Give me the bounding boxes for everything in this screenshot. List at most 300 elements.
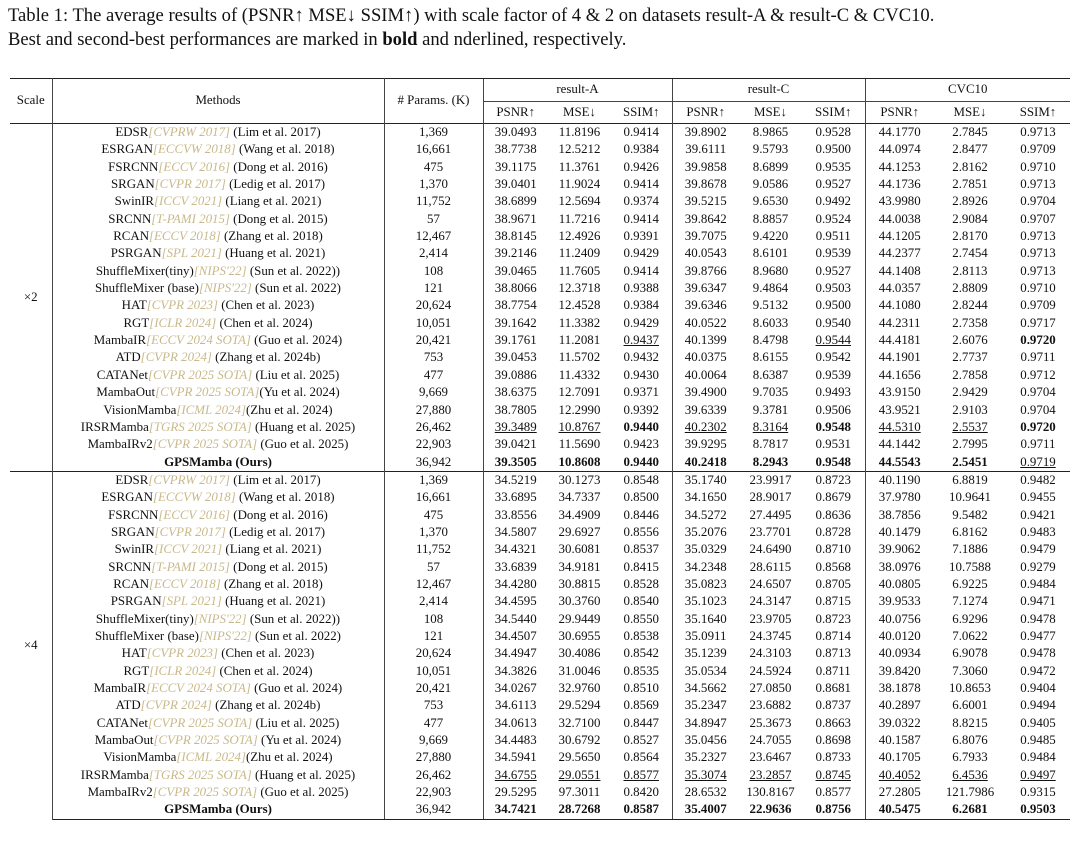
metric-value: 0.9315 [1020,785,1056,800]
params-cell: 753 [423,350,444,365]
table-row [10,593,1070,610]
metric-value: 30.6081 [558,542,601,557]
method-name: FSRCNN [108,507,159,522]
method-name: SwinIR [114,194,155,209]
metric-value: 39.9533 [878,594,921,609]
metric-cell [483,141,548,158]
method-cell [52,193,384,210]
method-venue: [CVPR 2024] [140,698,212,713]
metric-value: 2.7845 [952,125,988,139]
method-venue: [NIPS'22] [198,628,252,643]
params-cell: 9,669 [418,733,448,748]
metric-value: 39.0453 [494,350,537,365]
table-row [10,732,1070,749]
metric-value: 0.9528 [815,125,851,139]
metric-cell [865,402,934,419]
metric-value: 39.3489 [494,419,537,434]
metric-cell [548,349,611,366]
metric-value: 35.0329 [684,542,727,557]
params-cell: 12,467 [415,229,452,244]
metric-cell [802,732,865,749]
table-row [10,784,1070,801]
metric-value: 44.1901 [878,350,921,365]
metric-value: 0.9494 [1020,698,1056,713]
metric-value: 0.9709 [1020,298,1056,313]
metric-value: 12.5212 [558,142,601,157]
metric-cell [1006,593,1070,610]
metric-cell [802,454,865,472]
metric-cell [739,680,802,697]
metric-value: 7.1274 [952,594,988,609]
method-citation: (Yu et al. 2024) [257,733,342,748]
metric-cell [802,541,865,558]
metric-cell [739,489,802,506]
metric-value: 34.4280 [494,576,537,591]
table-row [10,297,1070,314]
metric-value: 0.8663 [815,715,851,730]
metric-cell [1006,611,1070,628]
metric-cell [739,471,802,489]
method-venue: [ECCV 2018] [149,576,221,591]
metric-value: 0.8540 [623,594,659,609]
metric-value: 0.8447 [623,715,659,730]
method-citation: (Huang et al. 2021) [221,594,326,609]
metric-value: 0.8737 [815,698,851,713]
metric-value: 40.1399 [684,333,727,348]
metric-value: 8.2943 [752,454,789,469]
metric-value: 10.8767 [558,419,601,434]
table-caption [8,4,1074,52]
params-cell: 121 [423,281,444,296]
metric-cell [483,732,548,749]
metric-value: 0.9384 [623,142,659,157]
metric-value: 2.9429 [952,385,988,400]
method-venue: [NIPS'22] [198,281,252,296]
params-cell: 475 [423,159,444,174]
method-citation: (Zhang et al. 2018) [220,229,323,244]
metric-cell [483,159,548,176]
metric-value: 0.9483 [1020,524,1056,539]
metric-value: 0.9500 [815,142,851,157]
metric-value: 0.9414 [623,125,659,139]
method-citation: (Huang et al. 2021) [221,246,326,261]
metric-value: 0.8698 [815,733,851,748]
metric-value: 12.7091 [558,385,601,400]
metric-value: 6.9078 [952,646,988,661]
metric-cell [1006,715,1070,732]
metric-cell [1006,402,1070,419]
metric-cell [548,228,611,245]
metric-cell [483,715,548,732]
metric-value: 33.6895 [494,490,537,505]
metric-cell [1006,732,1070,749]
method-cell [52,471,384,489]
metric-cell [865,715,934,732]
metric-value: 0.8537 [623,542,659,557]
metric-cell [548,280,611,297]
method-venue: [NIPS'22] [193,611,247,626]
method-name: GPSMamba (Ours) [164,802,272,817]
metric-cell [802,593,865,610]
method-name: PSRGAN [110,594,162,609]
metric-cell [739,280,802,297]
metric-cell [934,524,1006,541]
metric-value: 35.0911 [685,628,727,643]
metric-cell [739,645,802,662]
method-name: CATANet [96,715,148,730]
metric-cell [483,507,548,524]
metric-cell [739,628,802,645]
metric-value: 32.9760 [558,681,601,695]
metric-cell [934,245,1006,262]
metric-value: 0.8577 [623,767,659,782]
metric-cell [672,645,739,662]
metric-value: 2.5537 [952,419,988,434]
metric-value: 34.5219 [494,472,537,487]
metric-value: 39.8642 [684,211,727,226]
metric-cell [672,245,739,262]
metric-cell [483,471,548,489]
metric-cell [1006,228,1070,245]
metric-cell [672,801,739,819]
metric-cell [548,367,611,384]
metric-value: 39.0322 [878,715,921,730]
params-cell: 26,462 [415,767,452,782]
metric-value: 40.2897 [878,698,921,713]
metric-value: 39.8420 [878,663,921,678]
metric-cell [483,228,548,245]
metric-cell [1006,645,1070,662]
metric-value: 0.8556 [623,524,659,539]
method-venue: [ICLR 2024] [149,315,217,330]
metric-cell [934,801,1006,819]
metric-value: 11.9024 [558,177,601,192]
metric-cell [802,611,865,628]
metric-value: 8.6899 [752,159,789,174]
method-cell [52,297,384,314]
metric-value: 0.9414 [623,177,659,192]
metric-value: 39.0493 [494,125,537,139]
metric-value: 0.8415 [623,559,659,574]
metric-cell [611,663,672,680]
metric-cell [865,211,934,228]
method-venue: [ECCV 2018] [149,229,221,244]
metric-cell [1006,524,1070,541]
method-citation: (Sun et al. 2022) [251,628,341,643]
method-name: CATANet [96,367,148,382]
metric-value: 0.9423 [623,437,659,452]
metric-cell [483,332,548,349]
metric-value: 38.0976 [878,559,921,574]
metric-cell [548,507,611,524]
method-cell [52,784,384,801]
metric-value: 0.9414 [623,263,659,278]
method-venue: [ECCV 2024 SOTA] [146,681,251,695]
metric-cell [865,349,934,366]
metric-cell [611,332,672,349]
metric-cell [611,315,672,332]
metric-cell [483,611,548,628]
metric-value: 8.4798 [752,333,789,348]
metric-value: 11.3761 [558,159,601,174]
metric-cell [483,280,548,297]
params-cell: 2,414 [418,594,448,609]
metric-value: 10.8608 [558,454,601,469]
metric-cell [483,628,548,645]
metric-value: 0.9500 [815,298,851,313]
params-cell: 108 [423,611,444,626]
method-cell [52,454,384,472]
metric-value: 44.1770 [878,125,921,139]
metric-cell [672,419,739,436]
metric-cell [672,193,739,210]
metric-value: 40.0120 [878,628,921,643]
metric-cell [1006,628,1070,645]
metric-value: 0.9484 [1020,576,1056,591]
method-name: SRCNN [108,211,152,226]
method-venue: [CVPR 2024] [140,350,212,365]
metric-value: 9.6530 [752,194,789,209]
metric-value: 0.8538 [623,628,659,643]
method-venue: [CVPR 2025 SOTA] [147,715,253,730]
metric-value: 0.9720 [1020,333,1056,348]
method-citation: (Zhang et al. 2018) [220,576,323,591]
metric-value: 8.6033 [752,315,789,330]
metric-cell [865,297,934,314]
params-cell: 20,624 [415,646,452,661]
header-metric: SSIM↑ [1019,104,1057,119]
method-cell [52,159,384,176]
params-cell: 477 [423,715,444,730]
metric-value: 0.9414 [623,211,659,226]
method-citation: (Zhang et al. 2024b) [211,698,321,713]
metric-value: 29.9449 [558,611,601,626]
table-row [10,332,1070,349]
method-venue: [T-PAMI 2015] [151,211,230,226]
method-cell [52,767,384,784]
metric-cell [483,384,548,401]
method-venue: [SPL 2021] [161,246,222,261]
metric-cell [548,263,611,280]
params-cell: 26,462 [415,419,452,434]
metric-cell [739,801,802,819]
metric-value: 8.9865 [752,125,789,139]
metric-value: 30.4086 [558,646,601,661]
method-citation: (Guo et al. 2025) [257,785,349,800]
metric-value: 35.4007 [684,802,727,817]
method-name: SRCNN [108,559,152,574]
table-row [10,680,1070,697]
metric-value: 0.9440 [623,419,659,434]
params-cell: 20,421 [415,333,452,348]
metric-value: 10.7588 [949,559,991,574]
metric-value: 39.0886 [494,367,537,382]
method-cell [52,367,384,384]
metric-value: 44.1080 [878,298,921,313]
method-name: ShuffleMixer (base) [95,281,199,296]
metric-cell [802,245,865,262]
method-citation: (Yu et al. 2024) [259,385,340,400]
metric-cell [548,767,611,784]
metric-value: 39.6339 [684,402,727,417]
metric-value: 0.8550 [623,611,659,626]
metric-cell [934,732,1006,749]
method-cell [52,245,384,262]
metric-value: 29.5650 [558,750,601,765]
metric-value: 34.4595 [494,594,537,609]
metric-cell [483,663,548,680]
params-cell: 108 [423,263,444,278]
metric-value: 35.0823 [684,576,727,591]
metric-value: 40.1587 [878,733,921,748]
metric-value: 38.7856 [878,507,921,522]
metric-cell [865,559,934,576]
method-name: ShuffleMixer(tiny) [95,611,194,626]
metric-cell [548,749,611,766]
method-citation: (Guo et al. 2025) [257,437,349,452]
table-row [10,228,1070,245]
metric-cell [739,332,802,349]
metric-value: 38.7754 [494,298,537,313]
metric-value: 0.8723 [815,611,851,626]
metric-cell [739,454,802,472]
metric-cell [611,263,672,280]
metric-cell [934,715,1006,732]
metric-value: 0.9484 [1020,750,1056,765]
metric-cell [483,576,548,593]
header-metric: SSIM↑ [622,104,660,119]
metric-cell [611,645,672,662]
metric-cell [672,663,739,680]
metric-cell [934,628,1006,645]
table-row [10,367,1070,384]
method-venue: [CVPR 2023] [146,646,219,661]
metric-value: 38.8145 [494,229,537,244]
metric-value: 9.3781 [752,402,789,417]
metric-value: 40.0522 [684,315,727,330]
method-venue: [ICLR 2024] [149,663,217,678]
metric-value: 2.8809 [952,281,988,296]
metric-cell [739,124,802,142]
header-metric: MSE↓ [953,104,987,119]
metric-cell [548,297,611,314]
metric-value: 2.6076 [952,333,988,348]
metric-value: 130.8167 [746,785,795,800]
table-row [10,176,1070,193]
metric-cell [611,349,672,366]
params-cell: 477 [423,367,444,382]
table-row [10,697,1070,714]
metric-cell [1006,541,1070,558]
method-name: GPSMamba (Ours) [164,454,272,469]
metric-value: 39.8902 [684,125,727,139]
metric-cell [802,384,865,401]
metric-value: 34.0613 [494,715,537,730]
metric-cell [802,801,865,819]
metric-value: 2.7454 [952,246,988,261]
metric-cell [739,384,802,401]
method-venue: [TGRS 2025 SOTA] [148,419,252,434]
metric-cell [739,541,802,558]
metric-value: 30.6792 [558,733,601,748]
method-cell [52,680,384,697]
params-cell: 36,942 [384,801,483,819]
metric-cell [611,141,672,158]
metric-cell [672,749,739,766]
metric-cell [1006,697,1070,714]
metric-cell [865,489,934,506]
metric-cell [934,402,1006,419]
params-cell: 475 [423,507,444,522]
params-cell: 36,942 [415,454,452,469]
metric-value: 24.3147 [749,594,792,609]
method-name: HAT [121,646,147,661]
metric-value: 0.8446 [623,507,659,522]
metric-cell [611,697,672,714]
metric-value: 6.2681 [952,802,988,817]
method-venue: [ECCV 2016] [158,507,231,522]
metric-value: 35.1239 [684,646,727,661]
metric-cell [672,159,739,176]
params-cell: 10,051 [415,315,452,330]
metric-cell [611,767,672,784]
metric-value: 2.8244 [952,298,988,313]
metric-cell [934,263,1006,280]
metric-cell [802,628,865,645]
table-body [10,124,1070,820]
method-name: EDSR [115,125,149,139]
table-row [10,159,1070,176]
metric-cell [802,367,865,384]
metric-value: 23.9917 [749,472,792,487]
metric-cell [1006,367,1070,384]
metric-value: 2.8162 [952,159,988,174]
metric-cell [483,593,548,610]
metric-cell [483,541,548,558]
metric-cell [611,245,672,262]
metric-value: 8.9680 [752,263,789,278]
method-cell [52,576,384,593]
metric-value: 0.8577 [815,785,851,800]
metric-cell [865,436,934,453]
metric-cell [611,784,672,801]
metric-cell [865,749,934,766]
metric-cell [611,732,672,749]
metric-value: 24.7055 [749,733,792,748]
metric-value: 24.6490 [749,542,792,557]
metric-value: 40.0756 [878,611,921,626]
metric-value: 24.5924 [749,663,792,678]
metric-value: 0.8723 [815,472,851,487]
metric-cell [672,384,739,401]
metric-cell [1006,141,1070,158]
table-row [10,280,1070,297]
metric-cell [483,419,548,436]
metric-cell [934,193,1006,210]
metric-value: 0.8710 [815,542,851,557]
metric-cell [1006,471,1070,489]
metric-value: 0.9391 [623,229,659,244]
metric-cell [934,784,1006,801]
metric-value: 34.5662 [684,681,727,695]
metric-value: 2.7858 [952,367,988,382]
table-row [10,489,1070,506]
method-cell [52,489,384,506]
metric-value: 2.8477 [952,142,988,157]
metric-value: 0.9482 [1020,472,1056,487]
metric-value: 39.1642 [494,315,537,330]
method-name: PSRGAN [110,246,162,261]
